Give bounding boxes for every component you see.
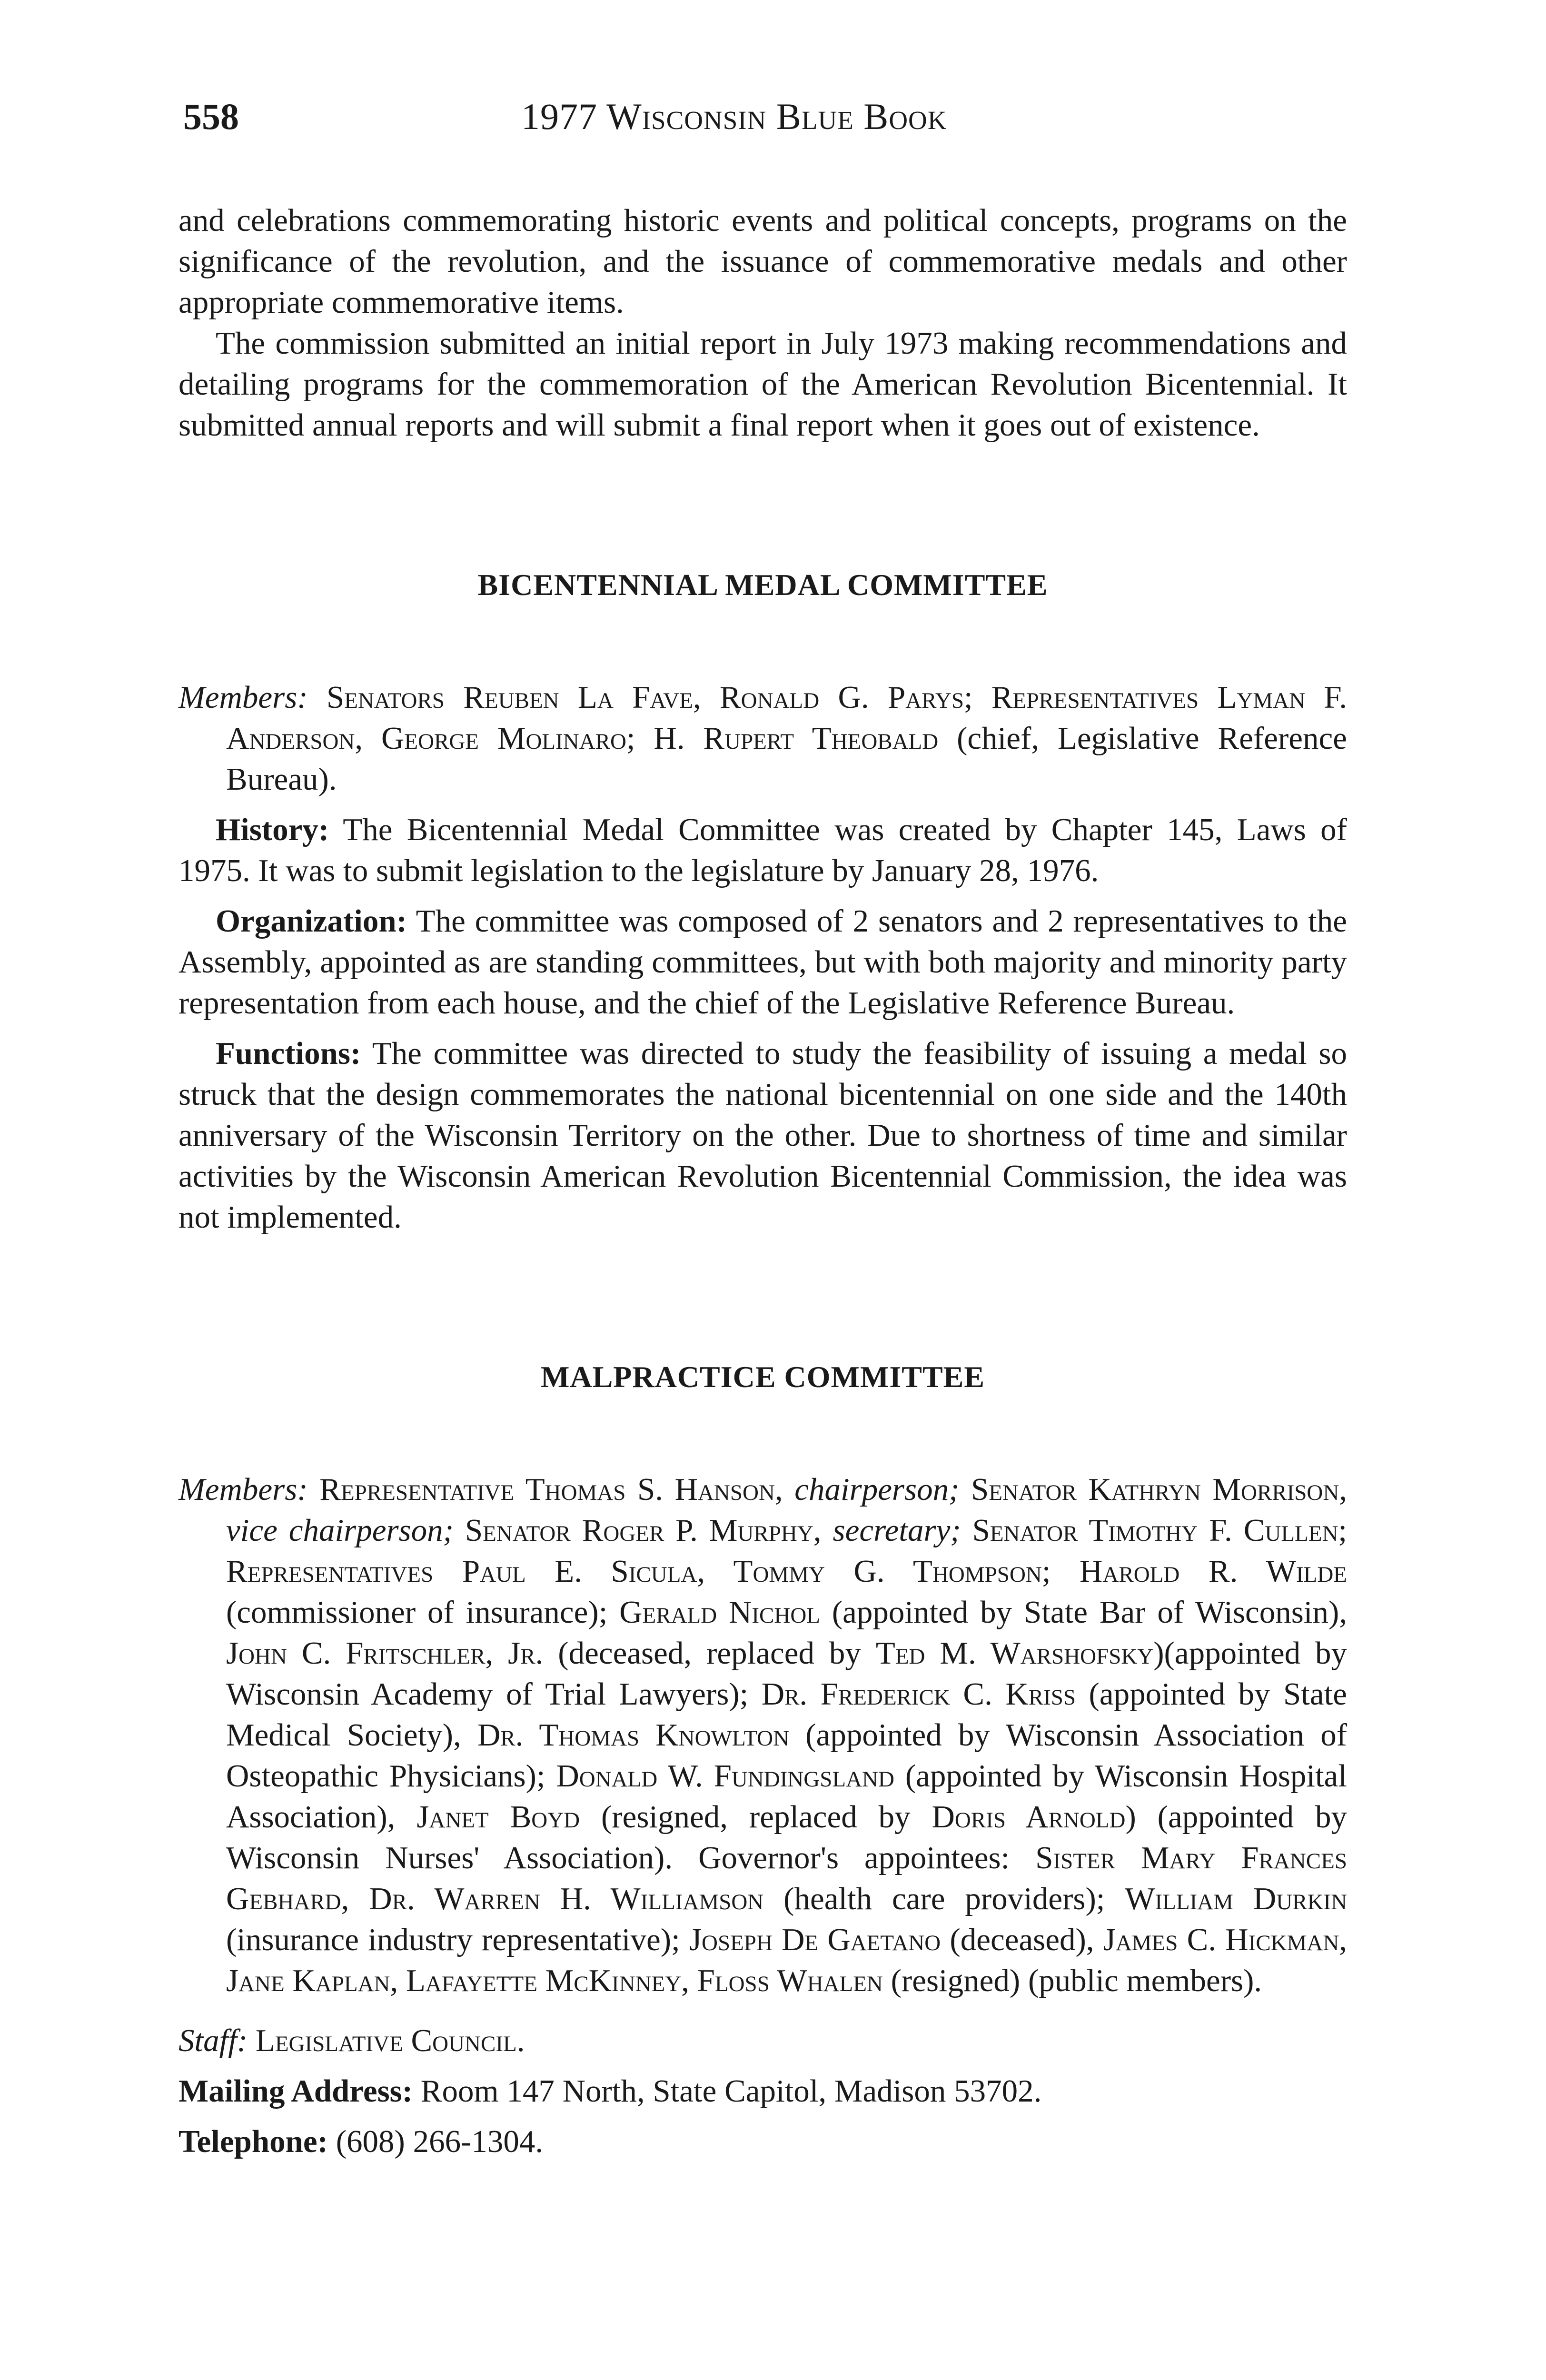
member-name: Senator Kathryn Morrison, bbox=[971, 1472, 1348, 1507]
member-name: Donald W. Fundingsland bbox=[556, 1758, 894, 1794]
medal-organization-label: Organization: bbox=[216, 903, 407, 939]
telephone-label: Telephone: bbox=[178, 2124, 328, 2159]
member-name: Ted M. Warshofsky bbox=[875, 1636, 1154, 1671]
page-header bbox=[183, 95, 1364, 148]
staff-label: Staff: bbox=[178, 2023, 248, 2058]
intro-paragraph-1: and celebrations commemorating historic events and political concepts, programs on the significance of the revolution, and the issuance of commemorative medals and other appropriate commemorative items. bbox=[178, 203, 1347, 320]
medal-organization-text: The committee was composed of 2 senators and 2 representatives to the Assembly, appointed as are standing committees, but with both majority and minority party representation from each house, and the chief of the Legislative Reference Bureau. bbox=[178, 903, 1347, 1021]
member-name: Dr. Thomas Knowlton bbox=[477, 1717, 790, 1753]
member-name: Janet Boyd bbox=[416, 1799, 580, 1835]
malpractice-members-label: Members: bbox=[178, 1472, 308, 1507]
member-note: (appointed by Wisconsin Association of Osteopathic Physicians); bbox=[226, 1717, 1348, 1794]
page-body bbox=[178, 200, 1347, 2162]
malpractice-committee-heading: MALPRACTICE COMMITTEE bbox=[540, 1360, 985, 1394]
member-note: (appointed by State Bar of Wisconsin), bbox=[832, 1595, 1347, 1630]
member-name: John C. Fritschler, Jr. bbox=[226, 1636, 544, 1671]
member-note: (insurance industry representative); bbox=[226, 1922, 680, 1957]
member-note: (resigned, replaced by bbox=[601, 1799, 911, 1835]
medal-organization bbox=[178, 901, 1347, 1023]
member-name: Doris Arnold bbox=[932, 1799, 1126, 1835]
member-role: vice chairperson; bbox=[226, 1513, 454, 1548]
medal-committee-heading: BICENTENNIAL MEDAL COMMITTEE bbox=[477, 568, 1048, 602]
page-number: 558 bbox=[183, 96, 239, 137]
medal-functions-label: Functions: bbox=[216, 1036, 361, 1071]
member-role: secretary; bbox=[832, 1513, 961, 1548]
mailing-address-value: Room 147 North, State Capitol, Madison 53702. bbox=[420, 2073, 1042, 2109]
medal-members-names: Senators Reuben La Fave, Ronald G. Parys; Representatives Lyman F. Anderson, George Molinaro; H. Rupert Theobald bbox=[226, 680, 1348, 756]
medal-functions-text: The committee was directed to study the feasibility of issuing a medal so struck that the design commemorates the national bicentennial on one side and the 140th anniversary of the Wisconsin Territory on the other. Due to shortness of time and similar activities by the Wisconsin American Revolution Bicentennial Commission, the idea was not implemented. bbox=[178, 1036, 1348, 1235]
intro-paragraph-2: The commission submitted an initial report in July 1973 making recommendations and detailing programs for the commemoration of the American Revolution Bicentennial. It submitted annual reports and will submit a final report when it goes out of existence. bbox=[178, 326, 1347, 443]
member-note: (commissioner of insurance); bbox=[226, 1595, 608, 1630]
member-note: (appointed by Wisconsin Hospital Association), bbox=[226, 1758, 1347, 1835]
member-note: (resigned) (public members). bbox=[891, 1963, 1262, 1998]
member-note: (deceased), bbox=[950, 1922, 1094, 1957]
medal-history bbox=[178, 809, 1347, 891]
member-note: (appointed by State Medical Society), bbox=[226, 1676, 1347, 1753]
member-note: (deceased, replaced by bbox=[558, 1636, 861, 1671]
member-name: Joseph De Gaetano bbox=[689, 1922, 941, 1957]
member-note: ) (appointed by Wisconsin Nurses' Association). Governor's appointees: bbox=[226, 1799, 1348, 1875]
medal-members-note: (chief, Legislative Reference Bureau). bbox=[226, 721, 1347, 797]
member-name: William Durkin bbox=[1125, 1881, 1348, 1916]
member-name: James C. Hickman, Jane Kaplan, Lafayette McKinney, Floss Whalen bbox=[226, 1922, 1348, 1998]
malpractice-staff bbox=[178, 2020, 1347, 2061]
medal-functions bbox=[178, 1033, 1347, 1238]
running-title: 1977 Wisconsin Blue Book bbox=[521, 96, 947, 137]
malpractice-members bbox=[178, 1469, 1347, 2001]
malpractice-mailing-address bbox=[178, 2071, 1347, 2112]
medal-members-label: Members: bbox=[178, 680, 308, 715]
staff-value: Legislative Council. bbox=[255, 2023, 525, 2058]
member-note: (health care providers); bbox=[783, 1881, 1105, 1916]
member-role: chairperson; bbox=[794, 1472, 960, 1507]
member-name: Sister Mary Frances Gebhard, Dr. Warren H. Williamson bbox=[226, 1840, 1347, 1916]
contact-block bbox=[178, 2020, 1347, 2162]
malpractice-telephone bbox=[178, 2121, 1347, 2162]
member-note: )(appointed by Wisconsin Academy of Trial Lawyers); bbox=[226, 1636, 1348, 1712]
mailing-address-label: Mailing Address: bbox=[178, 2073, 413, 2109]
medal-history-label: History: bbox=[216, 812, 329, 847]
member-name: Dr. Frederick C. Kriss bbox=[761, 1676, 1076, 1712]
member-name: Senator Timothy F. Cullen; Representatives Paul E. Sicula, Tommy G. Thompson; Harold R. Wilde bbox=[226, 1513, 1348, 1589]
member-name: Gerald Nichol bbox=[619, 1595, 820, 1630]
telephone-value: (608) 266-1304. bbox=[336, 2124, 544, 2159]
member-name: Senator Roger P. Murphy, bbox=[465, 1513, 822, 1548]
medal-members bbox=[178, 677, 1347, 800]
member-name: Representative Thomas S. Hanson, bbox=[319, 1472, 783, 1507]
medal-history-text: The Bicentennial Medal Committee was created by Chapter 145, Laws of 1975. It was to submit legislation to the legislature by January 28, 1976. bbox=[178, 812, 1347, 888]
